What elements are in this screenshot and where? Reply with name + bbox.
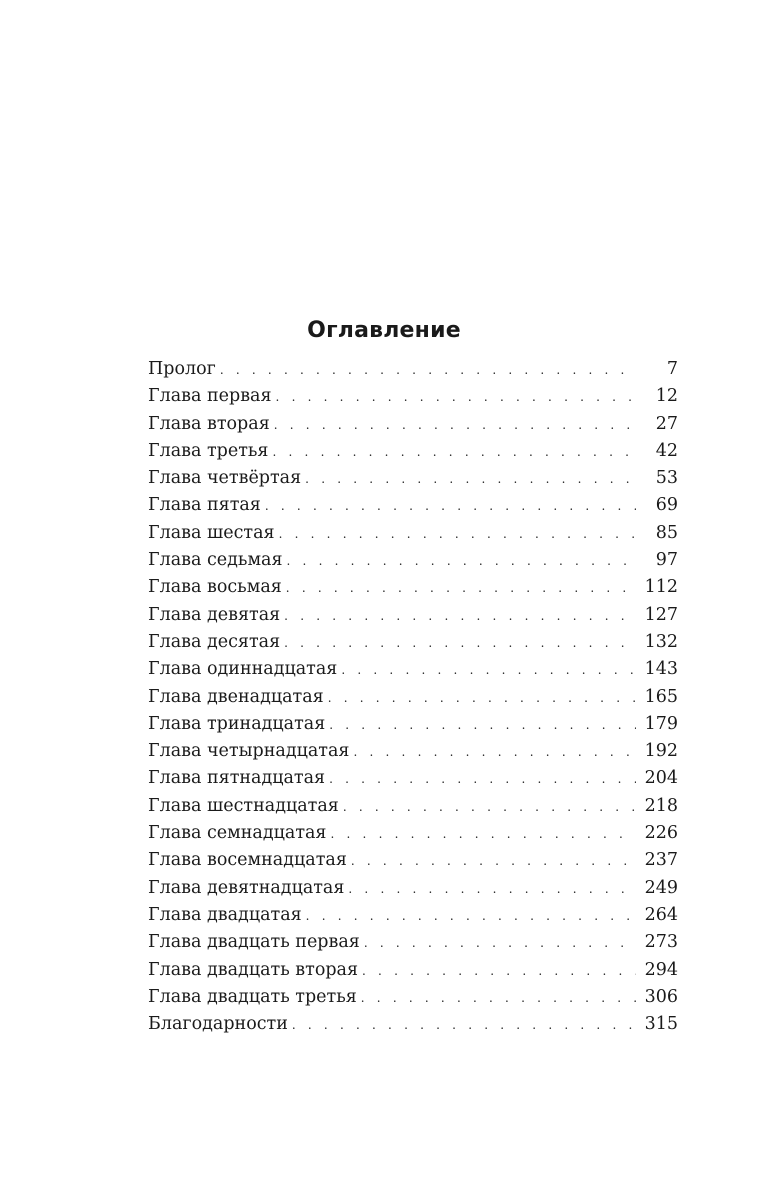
toc-entry-label: Глава первая — [148, 386, 272, 407]
dot-leader — [272, 438, 636, 466]
dot-leader — [353, 738, 636, 766]
toc-entry-page: 112 — [644, 577, 678, 598]
toc-entry-label: Глава восемнадцатая — [148, 850, 347, 871]
toc-entry-page: 127 — [644, 604, 678, 625]
toc-entry-label: Глава седьмая — [148, 550, 283, 571]
toc-entry-10[interactable] — [148, 629, 678, 656]
dot-leader — [329, 765, 636, 793]
dot-leader — [328, 684, 636, 712]
toc-entry-label: Глава третья — [148, 440, 269, 461]
dot-leader — [348, 875, 636, 903]
toc-entry-9[interactable] — [148, 602, 678, 629]
toc-entry-page: 237 — [644, 850, 678, 871]
toc-entry-label: Глава вторая — [148, 413, 270, 434]
toc-entry-page: 53 — [655, 468, 678, 489]
toc-entry-12[interactable] — [148, 684, 678, 711]
dot-leader — [330, 820, 636, 848]
toc-entry-page: 264 — [644, 904, 678, 925]
toc-entry-page: 12 — [655, 386, 678, 407]
toc-entry-label: Глава десятая — [148, 631, 281, 652]
toc-entry-23[interactable] — [148, 984, 678, 1011]
toc-entry-page: 204 — [644, 768, 678, 789]
dot-leader — [343, 793, 636, 821]
toc-entry-label: Глава двадцать вторая — [148, 959, 359, 980]
dot-leader — [305, 465, 636, 493]
dot-leader — [287, 547, 636, 575]
toc-entry-8[interactable] — [148, 574, 678, 601]
toc-entry-page: 192 — [644, 741, 678, 762]
toc-entry-label: Глава двадцать первая — [148, 932, 360, 953]
toc-entry-7[interactable] — [148, 547, 678, 574]
toc-entry-label: Глава семнадцатая — [148, 823, 327, 844]
page-title: Оглавление — [307, 317, 461, 343]
toc-entry-label: Глава одиннадцатая — [148, 659, 338, 680]
toc-entry-page: 294 — [644, 959, 678, 980]
toc-entry-label: Глава четырнадцатая — [148, 741, 350, 762]
toc-entry-label: Глава двадцать третья — [148, 986, 357, 1007]
toc-entry-page: 7 — [666, 359, 678, 379]
toc-entry-15[interactable] — [148, 765, 678, 792]
dot-leader — [220, 356, 636, 384]
toc-entry-4[interactable] — [148, 465, 678, 492]
toc-entry-13[interactable] — [148, 711, 678, 738]
toc-entry-page: 97 — [655, 550, 678, 571]
toc-entry-page: 27 — [655, 413, 678, 434]
toc-entry-label: Глава двенадцатая — [148, 686, 324, 707]
toc-entry-18[interactable] — [148, 847, 678, 874]
dot-leader — [362, 957, 636, 985]
toc-entry-page: 143 — [644, 659, 678, 680]
toc-entry-page: 132 — [644, 631, 678, 652]
toc-entry-14[interactable] — [148, 738, 678, 765]
dot-leader — [292, 1011, 636, 1039]
dot-leader — [265, 492, 636, 520]
toc-entry-5[interactable] — [148, 492, 678, 519]
toc-entry-label: Глава девятая — [148, 604, 281, 625]
dot-leader — [279, 520, 636, 548]
dot-leader — [284, 602, 636, 630]
toc-entry-label: Глава шестая — [148, 522, 275, 543]
toc-entry-20[interactable] — [148, 902, 678, 929]
dot-leader — [286, 574, 636, 602]
toc-entry-page: 179 — [644, 713, 678, 734]
toc-entry-19[interactable] — [148, 875, 678, 902]
toc-entry-page: 165 — [644, 686, 678, 707]
toc-entry-page: 273 — [644, 932, 678, 953]
toc-entry-page: 306 — [644, 986, 678, 1007]
dot-leader — [284, 629, 636, 657]
toc-entry-label: Глава двадцатая — [148, 904, 302, 925]
toc-entry-3[interactable] — [148, 438, 678, 465]
dot-leader — [351, 847, 636, 875]
table-of-contents — [148, 356, 678, 1038]
toc-entry-label: Глава восьмая — [148, 577, 282, 598]
toc-entry-page: 249 — [644, 877, 678, 898]
dot-leader — [361, 984, 636, 1012]
toc-entry-label: Глава четвёртая — [148, 468, 302, 489]
dot-leader — [306, 902, 636, 930]
toc-entry-1[interactable] — [148, 383, 678, 410]
toc-entry-label: Глава шестнадцатая — [148, 795, 339, 816]
dot-leader — [364, 929, 636, 957]
toc-entry-22[interactable] — [148, 957, 678, 984]
toc-entry-label: Глава пятнадцатая — [148, 768, 326, 789]
toc-entry-label: Благодарности — [148, 1014, 288, 1035]
toc-entry-17[interactable] — [148, 820, 678, 847]
toc-entry-label: Глава девятнадцатая — [148, 877, 345, 898]
dot-leader — [329, 711, 636, 739]
dot-leader — [276, 383, 636, 411]
toc-entry-label: Глава пятая — [148, 495, 261, 516]
dot-leader — [274, 411, 636, 439]
toc-entry-page: 42 — [655, 440, 678, 461]
toc-entry-label: Пролог — [148, 359, 216, 379]
toc-entry-label: Глава тринадцатая — [148, 713, 326, 734]
toc-entry-page: 85 — [655, 522, 678, 543]
toc-entry-page: 218 — [644, 795, 678, 816]
dot-leader — [341, 656, 636, 684]
toc-entry-2[interactable] — [148, 411, 678, 438]
toc-entry-21[interactable] — [148, 929, 678, 956]
toc-entry-page: 69 — [655, 495, 678, 516]
toc-entry-11[interactable] — [148, 656, 678, 683]
toc-entry-24[interactable] — [148, 1011, 678, 1038]
toc-entry-page: 226 — [644, 823, 678, 844]
toc-entry-16[interactable] — [148, 793, 678, 820]
toc-entry-page: 315 — [644, 1014, 678, 1035]
toc-entry-6[interactable] — [148, 520, 678, 547]
toc-entry-0[interactable] — [148, 356, 678, 383]
